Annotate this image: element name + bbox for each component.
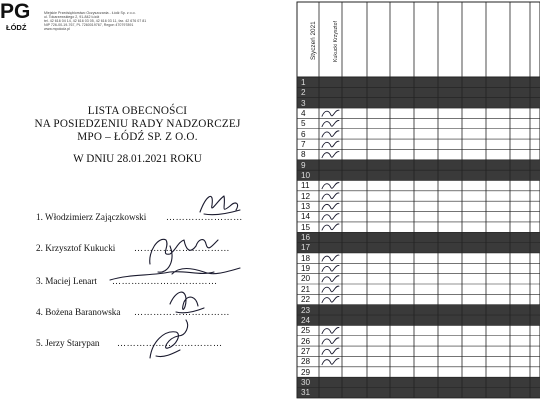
company-line: tel. 42 616 04 14, 42 616 03 05, 42 616 03 11, fax. 42 676 07 81: [44, 19, 147, 23]
day-number: 25: [301, 326, 311, 336]
daily-signature: [322, 265, 339, 271]
daily-signature: [322, 327, 339, 333]
signature-line: ……………………: [166, 212, 243, 222]
document-title-line: MPO – ŁÓDŹ SP. Z O.O.: [77, 131, 198, 143]
day-number: 30: [301, 377, 311, 387]
signature-5: [150, 320, 188, 358]
month-label: Styczeń 2021: [310, 21, 317, 60]
company-line: NIP 726-00-19-767, PL 7260019767, Regon 470797891: [44, 23, 134, 27]
day-number: 21: [301, 284, 311, 294]
day-number: 9: [301, 160, 306, 170]
company-line: ul. Tokarzewskiego 2, 91-842 Łódź: [44, 15, 100, 19]
logo-text: PG: [0, 0, 31, 23]
day-number: 7: [301, 139, 306, 149]
signature-line: …………………………: [134, 243, 230, 253]
day-number: 28: [301, 357, 311, 367]
day-number: 8: [301, 150, 306, 160]
weekend-row: [297, 170, 540, 180]
daily-signature: [322, 286, 339, 292]
meeting-date: W DNIU 28.01.2021 ROKU: [73, 153, 202, 165]
signature-line: ……………………………: [112, 276, 218, 286]
day-number: 1: [301, 77, 306, 87]
day-number: 10: [301, 170, 311, 180]
daily-signature: [322, 296, 339, 302]
daily-signature: [322, 348, 339, 354]
weekend-row: [297, 232, 540, 242]
day-number: 15: [301, 222, 311, 232]
daily-signature: [322, 152, 339, 158]
daily-signature: [322, 276, 339, 282]
daily-signature: [322, 203, 339, 209]
day-number: 17: [301, 243, 311, 253]
day-number: 19: [301, 264, 311, 274]
member-name: 4. Bożena Baranowska: [36, 307, 121, 317]
day-number: 5: [301, 119, 306, 129]
signature-4: [170, 292, 204, 313]
daily-signature: [322, 183, 339, 189]
daily-signature: [322, 120, 339, 126]
daily-signature: [322, 110, 339, 116]
day-number: 27: [301, 346, 311, 356]
document-title-line: NA POSIEDZENIU RADY NADZORCZEJ: [34, 118, 241, 130]
day-number: 3: [301, 98, 306, 108]
day-number: 6: [301, 129, 306, 139]
day-number: 11: [301, 181, 310, 191]
image-divider: [277, 0, 287, 407]
weekend-row: [297, 77, 540, 87]
attendance-grid: [287, 0, 540, 407]
daily-signature: [322, 193, 339, 199]
day-number: 14: [301, 212, 311, 222]
daily-signature: [322, 131, 339, 137]
weekend-row: [297, 305, 540, 315]
weekend-row: [297, 243, 540, 253]
daily-signature: [322, 214, 339, 220]
day-number: 20: [301, 274, 311, 284]
daily-signature: [322, 359, 339, 365]
day-number: 12: [301, 191, 311, 201]
member-name: 2. Krzysztof Kukucki: [36, 243, 116, 253]
company-line: Miejskie Przedsiębiorstwo Oczyszczania - Łódź Sp. z o.o.: [44, 11, 136, 15]
weekend-row: [297, 377, 540, 387]
weekend-row: [297, 87, 540, 97]
member-name: 3. Maciej Lenart: [36, 276, 97, 286]
member-name: 5. Jerzy Starypan: [36, 338, 100, 348]
day-number: 16: [301, 233, 311, 243]
weekend-row: [297, 315, 540, 325]
weekend-row: [297, 160, 540, 170]
member-name: 1. Włodzimierz Zajączkowski: [36, 212, 147, 222]
signature-3: [110, 268, 240, 280]
weekend-row: [297, 388, 540, 398]
day-number: 23: [301, 305, 311, 315]
weekend-row: [297, 98, 540, 108]
daily-signature: [322, 255, 339, 261]
daily-signature: [322, 338, 339, 344]
day-number: 24: [301, 315, 311, 325]
document-title-line: LISTA OBECNOŚCI: [87, 105, 188, 117]
day-number: 29: [301, 367, 311, 377]
day-number: 22: [301, 295, 311, 305]
daily-signature: [322, 224, 339, 230]
day-number: 18: [301, 253, 311, 263]
signature-line: …………………………: [134, 307, 230, 317]
logo-city: ŁÓDŹ: [6, 23, 27, 32]
day-number: 26: [301, 336, 311, 346]
day-number: 31: [301, 388, 311, 398]
daily-signature: [322, 141, 339, 147]
company-line: www.mpolodz.pl: [44, 27, 70, 31]
attendance-sheet: [287, 0, 540, 407]
signature-line: ……………………………: [117, 338, 223, 348]
signature-1: [200, 196, 240, 215]
person-label: Kukucki Krzysztof: [333, 21, 339, 62]
signature-2: [150, 239, 218, 272]
day-number: 13: [301, 202, 311, 211]
day-number: 2: [301, 88, 306, 98]
day-number: 4: [301, 108, 306, 118]
